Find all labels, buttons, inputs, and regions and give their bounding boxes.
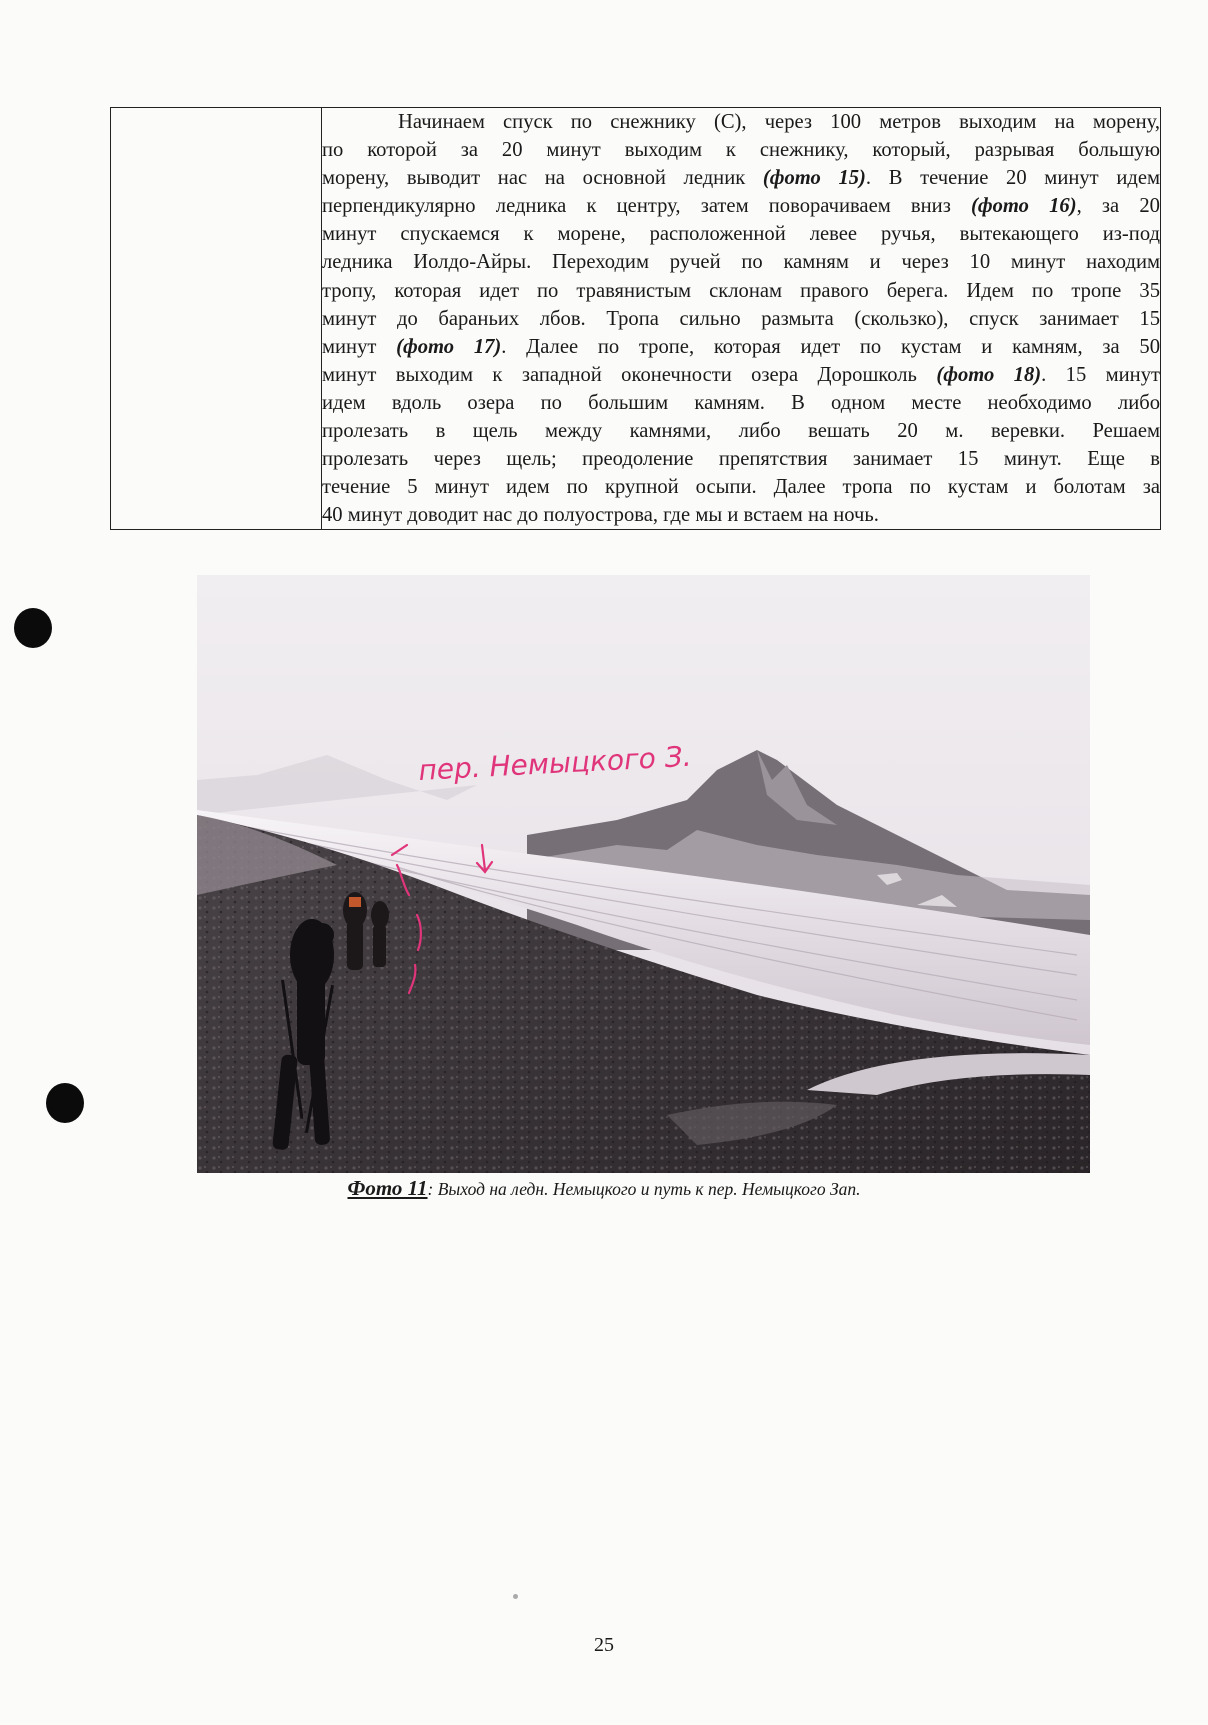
route-text-fragment: течение 5 минут идем по крупной осыпи. Далее тропа по кустам и болотам за (322, 476, 1160, 499)
route-text-line (322, 164, 1160, 192)
route-text-line (322, 417, 1160, 445)
route-text-line (322, 192, 1160, 220)
route-text-line (322, 333, 1160, 361)
route-text-fragment: 40 минут доводит нас до полуострова, где мы и встаем на ночь. (322, 504, 879, 527)
route-text-fragment: минут (322, 335, 397, 358)
route-text-line (322, 305, 1160, 333)
route-text-fragment: ледника Иолдо-Айры. Переходим ручей по камням и через 10 минут находим (322, 251, 1160, 274)
photo-caption-label: Фото 11 (347, 1176, 428, 1200)
punch-hole-bottom (46, 1083, 84, 1123)
page-number: 25 (594, 1634, 614, 1656)
route-text-fragment: минут спускаемся к морене, расположенной левее ручья, вытекающего из-под (322, 223, 1160, 246)
route-text-fragment: перпендикулярно ледника к центру, затем поворачиваем вниз (322, 195, 972, 218)
photo-caption (0, 1176, 1208, 1201)
route-text-line (322, 361, 1160, 389)
photo-reference: (фото 17) (396, 335, 502, 358)
route-text-line (322, 277, 1160, 305)
route-table-row (111, 108, 1161, 530)
photo-reference: (фото 16) (971, 195, 1077, 218)
route-section-cell (111, 108, 322, 530)
photo-reference: (фото 18) (936, 363, 1042, 386)
route-text-fragment: идем вдоль озера по большим камням. В одном месте необходимо либо (322, 391, 1160, 414)
route-text-fragment: морену, выводит нас на основной ледник (322, 167, 763, 190)
photo-reference: (фото 15) (762, 167, 866, 190)
glacier-scene (197, 575, 1090, 1173)
route-description-table (110, 107, 1161, 530)
route-description-cell (322, 108, 1161, 530)
route-annotation-label: пер. Немыцкого З. (417, 739, 693, 787)
route-description-text (322, 108, 1160, 529)
punch-hole-top (14, 608, 52, 648)
route-text-fragment: тропу, которая идет по травянистым склонам правого берега. Идем по тропе 35 (322, 279, 1160, 302)
route-text-fragment: минут до бараньих лбов. Тропа сильно размыта (скользко), спуск занимает 15 (322, 307, 1160, 330)
route-text-line (322, 473, 1160, 501)
route-text-line (322, 108, 1160, 136)
route-text-fragment: Начинаем спуск по снежнику (С), через 100 метров выходим на морену, (398, 111, 1160, 133)
route-text-line (322, 445, 1160, 473)
route-text-line (322, 501, 1160, 529)
photo-caption-text: : Выход на ледн. Немыцкого и путь к пер. Немыцкого Зап. (427, 1179, 861, 1199)
route-text-line (322, 136, 1160, 164)
route-text-fragment: пролезать в щель между камнями, либо вешать 20 м. веревки. Решаем (322, 420, 1160, 443)
route-text-fragment: по которой за 20 минут выходим к снежнику, который, разрывая большую (322, 139, 1160, 162)
route-text-fragment: , за 20 (1076, 195, 1160, 218)
route-text-fragment: . 15 минут (1041, 363, 1160, 386)
route-text-line (322, 389, 1160, 417)
route-text-fragment: пролезать через щель; преодоление препятствия занимает 15 минут. Еще в (322, 448, 1160, 471)
scan-speck (513, 1594, 518, 1599)
photo-glacier (197, 575, 1090, 1173)
route-text-line (322, 248, 1160, 276)
route-text-line (322, 220, 1160, 248)
route-text-fragment: . Далее по тропе, которая идет по кустам и камням, за 50 (501, 335, 1160, 358)
route-text-fragment: . В течение 20 минут идем (865, 167, 1160, 190)
route-text-fragment: минут выходим к западной оконечности озера Дорошколь (322, 363, 937, 386)
